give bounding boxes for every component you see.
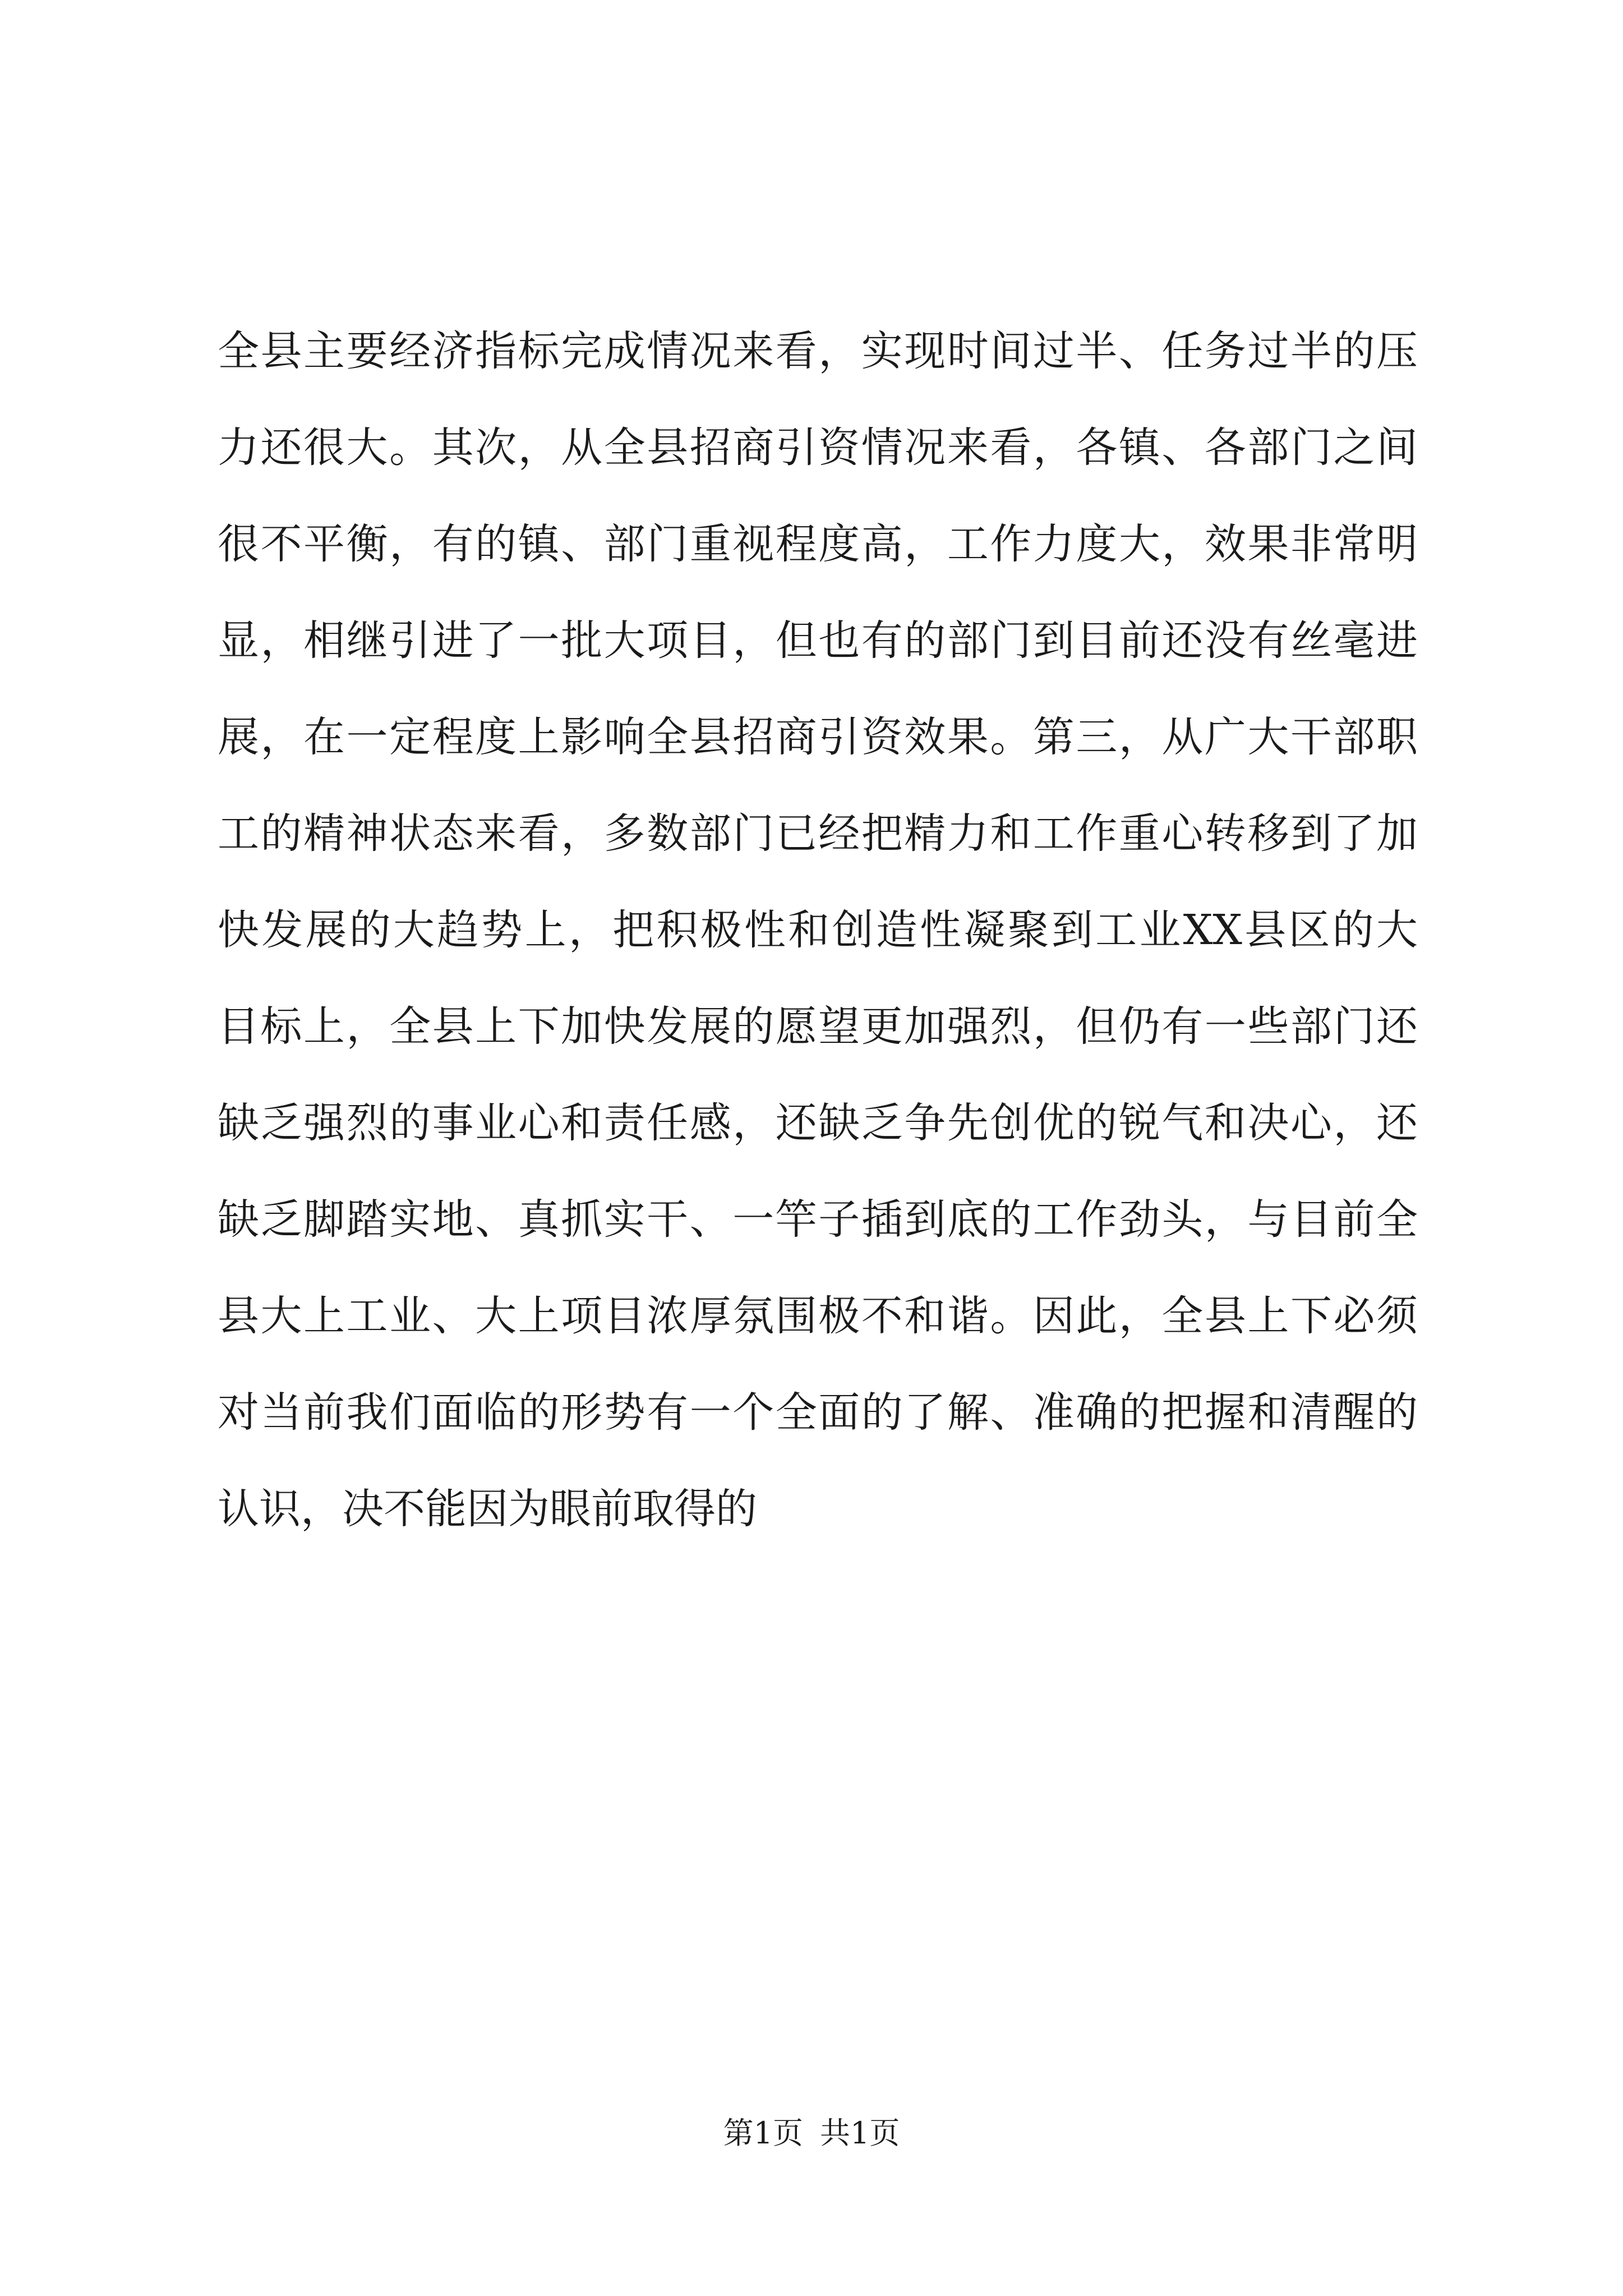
- text-line: 县大上工业、大上项目浓厚氛围极不和谐。因此，全县上下必须: [218, 1292, 1418, 1340]
- body-paragraph: [218, 303, 1418, 1557]
- page-number-current: 第1页: [723, 2115, 803, 2151]
- text-line: 快发展的大趋势上，把积极性和创造性凝聚到工业XX县区的大: [218, 906, 1418, 954]
- text-line: 显，相继引进了一批大项目，但也有的部门到目前还没有丝毫进: [218, 616, 1418, 665]
- page-number-total: 共1页: [820, 2115, 900, 2151]
- page-footer: [0, 2109, 1623, 2152]
- text-line: 展，在一定程度上影响全县招商引资效果。第三，从广大干部职: [218, 713, 1418, 761]
- text-line: 全县主要经济指标完成情况来看，实现时间过半、任务过半的压: [218, 327, 1418, 375]
- text-line: 缺乏脚踏实地、真抓实干、一竿子插到底的工作劲头，与目前全: [218, 1195, 1418, 1244]
- text-line: 目标上，全县上下加快发展的愿望更加强烈，但仍有一些部门还: [218, 1002, 1418, 1051]
- text-line: 力还很大。其次，从全县招商引资情况来看，各镇、各部门之间: [218, 424, 1418, 472]
- text-line: 认识，决不能因为眼前取得的: [218, 1485, 757, 1533]
- text-line: 缺乏强烈的事业心和责任感，还缺乏争先创优的锐气和决心，还: [218, 1099, 1418, 1147]
- text-line: 很不平衡，有的镇、部门重视程度高，工作力度大，效果非常明: [218, 520, 1418, 568]
- text-line: 对当前我们面临的形势有一个全面的了解、准确的把握和清醒的: [218, 1388, 1418, 1437]
- text-line: 工的精神状态来看，多数部门已经把精力和工作重心转移到了加: [218, 809, 1418, 858]
